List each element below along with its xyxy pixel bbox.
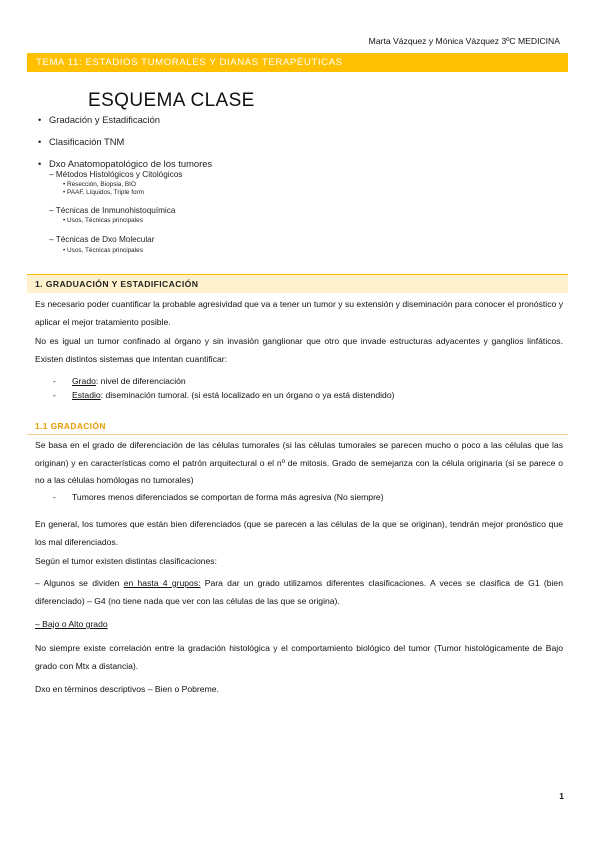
paragraph: – Algunos se dividen en hasta 4 grupos: Para dar un grado utilizamos diferentes clasificaciones. A veces se clasifica de G1 (bien diferenciado) – G4 (no tiene nada que ver con las células de las que se origina). (35, 578, 563, 606)
header-authors: Marta Vázquez y Mónica Vázquez 3ºC MEDICINA (368, 36, 560, 46)
schema-subitem: – Técnicas de Inmunohistoquímica (49, 206, 176, 215)
schema-item: • Dxo Anatomopatológico de los tumores (38, 158, 213, 169)
paragraph: Se basa en el grado de diferenciación de las células tumorales (si las células tumorales se parecen mucho o poco a las células que las originan) y en características como el patrón arquitectural o el nº de mitosis. Grado de semejanza con la célula originaria (si se parece o no a las células homólogas no tumorales) (35, 440, 563, 485)
list-item: - Estadio: diseminación tumoral. (si está localizado en un órgano o ya está distendido) (53, 390, 395, 400)
paragraph: No es igual un tumor confinado al órgano y sin invasión ganglionar que otro que invade estructuras adyacentes y ganglios linfáticos. Existen distintos sistemas que intentan cuantificar: (35, 336, 563, 364)
schema-subsubitem: • PAAF, Líquidos, Triple form (63, 189, 144, 196)
paragraph: En general, los tumores que están bien diferenciados (que se parecen a las células de la que se originan), tendrán mejor pronóstico que los mal diferenciados. (35, 519, 563, 547)
paragraph: – Bajo o Alto grado (35, 619, 108, 629)
page-number: 1 (559, 791, 564, 801)
schema-item: • Gradación y Estadificación (38, 114, 160, 125)
section-heading (27, 274, 568, 293)
subsection-divider (27, 434, 568, 435)
schema-subitem: – Técnicas de Dxo Molecular (49, 235, 155, 244)
schema-subitem: – Métodos Histológicos y Citológicos (49, 170, 183, 179)
schema-item: • Clasificación TNM (38, 136, 125, 147)
topic-title: TEMA 11: ESTADIOS TUMORALES Y DIANAS TERAPÉUTICAS (36, 57, 343, 68)
paragraph: Dxo en términos descriptivos – Bien o Pobreme. (35, 684, 219, 694)
section-title: 1. GRADUACIÓN Y ESTADIFICACIÓN (35, 279, 199, 289)
topic-banner (27, 53, 568, 72)
list-item: - Tumores menos diferenciados se comportan de forma más agresiva (No siempre) (53, 492, 384, 502)
paragraph: Es necesario poder cuantificar la probable agresividad que va a tener un tumor y su extensión y diseminación para conocer el pronóstico y aplicar el mejor tratamiento posible. (35, 299, 563, 327)
schema-subsubitem: • Resección, Biopsia, BIO (63, 181, 136, 188)
list-item: - Grado: nivel de diferenciación (53, 376, 186, 386)
paragraph: Según el tumor existen distintas clasificaciones: (35, 556, 217, 566)
schema-subsubitem: • Usos, Técnicas principales (63, 217, 143, 224)
schema-subsubitem: • Usos, Técnicas principales (63, 247, 143, 254)
schema-title: ESQUEMA CLASE (88, 90, 255, 111)
subsection-title: 1.1 GRADACIÓN (35, 421, 106, 431)
paragraph: No siempre existe correlación entre la gradación histológica y el comportamiento biológico del tumor (Tumor histológicamente de Bajo grado con Mtx a distancia). (35, 643, 563, 671)
